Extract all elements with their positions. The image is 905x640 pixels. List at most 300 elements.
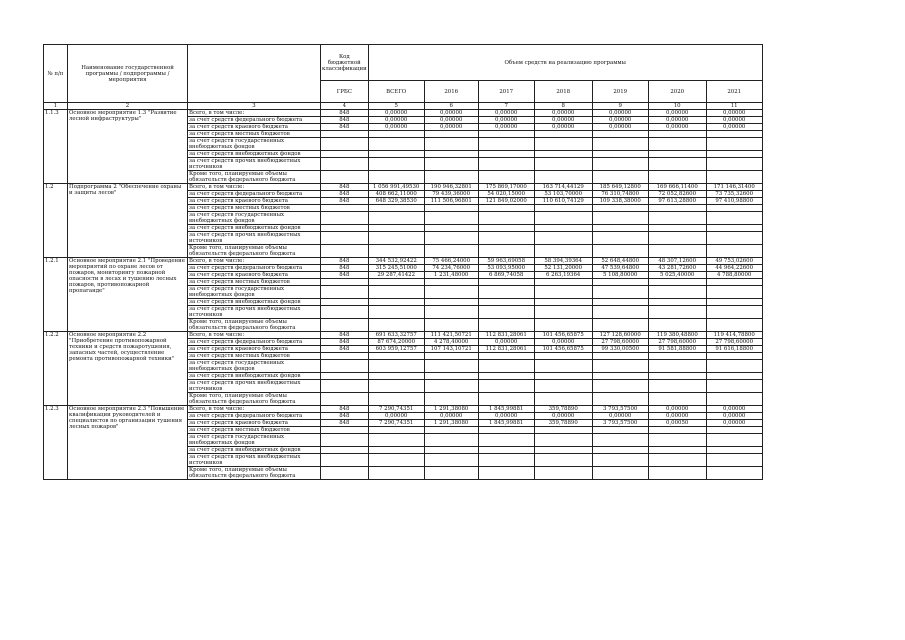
row-index: 1.2.2 [44, 332, 68, 406]
empty-cell [648, 205, 706, 212]
amount-cell: 127 128,60000 [592, 332, 648, 339]
funding-source: за счет средств краевого бюджета [188, 198, 321, 205]
empty-cell [648, 138, 706, 151]
empty-cell [424, 225, 478, 232]
empty-cell [648, 353, 706, 360]
funding-source: за счет средств местных бюджетов [188, 205, 321, 212]
amount-cell: 53 103,70000 [534, 191, 592, 198]
empty-cell [706, 225, 762, 232]
empty-cell [592, 225, 648, 232]
empty-cell [706, 373, 762, 380]
amount-cell: 0,00000 [592, 413, 648, 420]
amount-cell: 7 290,74351 [368, 420, 424, 427]
header-year: 2018 [534, 81, 592, 103]
amount-cell: 185 649,12800 [592, 184, 648, 191]
funding-source: Всего, в том числе: [188, 184, 321, 191]
empty-cell [321, 158, 369, 171]
header-source [188, 45, 321, 103]
measure-name: Основное мероприятие 2.2 "Приобретение противопожарной техники и средств пожаротушения, запасных частей, осуществление ремонта противопожарной техники" [68, 332, 188, 406]
empty-cell [534, 380, 592, 393]
header-code-group: Код бюджетной классификации [321, 45, 369, 81]
empty-cell [592, 393, 648, 406]
funding-source: за счет средств внебюджетных фондов [188, 373, 321, 380]
funding-source: за счет средств краевого бюджета [188, 420, 321, 427]
empty-cell [424, 205, 478, 212]
empty-cell [478, 393, 534, 406]
empty-cell [368, 205, 424, 212]
amount-cell: 107 143,10721 [424, 346, 478, 353]
funding-source: за счет средств федерального бюджета [188, 117, 321, 124]
funding-source: за счет средств местных бюджетов [188, 353, 321, 360]
empty-cell [592, 286, 648, 299]
amount-cell: 359,78890 [534, 420, 592, 427]
empty-cell [478, 151, 534, 158]
header-year: 2017 [478, 81, 534, 103]
amount-cell: 0,00000 [368, 110, 424, 117]
row-index: 1.2.3 [44, 406, 68, 480]
empty-cell [706, 245, 762, 258]
grbs-code: 848 [321, 272, 369, 279]
empty-cell [592, 151, 648, 158]
empty-cell [368, 138, 424, 151]
amount-cell: 49 753,02600 [706, 258, 762, 265]
grbs-code: 848 [321, 124, 369, 131]
empty-cell [424, 434, 478, 447]
empty-cell [478, 286, 534, 299]
amount-cell: 171 146,31400 [706, 184, 762, 191]
empty-cell [368, 319, 424, 332]
grbs-code: 848 [321, 265, 369, 272]
amount-cell: 1 231,48000 [424, 272, 478, 279]
empty-cell [424, 151, 478, 158]
column-number: 6 [424, 103, 478, 110]
empty-cell [368, 158, 424, 171]
empty-cell [321, 286, 369, 299]
amount-cell: 97 613,28800 [648, 198, 706, 205]
table-body [44, 103, 763, 480]
empty-cell [368, 286, 424, 299]
empty-cell [321, 225, 369, 232]
amount-cell: 0,00000 [648, 406, 706, 413]
empty-cell [478, 360, 534, 373]
empty-cell [368, 171, 424, 184]
empty-cell [321, 380, 369, 393]
empty-cell [321, 447, 369, 454]
empty-cell [592, 158, 648, 171]
amount-cell: 0,00000 [592, 117, 648, 124]
empty-cell [321, 319, 369, 332]
empty-cell [592, 373, 648, 380]
amount-cell: 0,00000 [424, 413, 478, 420]
amount-cell: 48 307,12600 [648, 258, 706, 265]
empty-cell [706, 138, 762, 151]
empty-cell [478, 158, 534, 171]
empty-cell [478, 447, 534, 454]
empty-cell [424, 360, 478, 373]
column-number: 1 [44, 103, 68, 110]
amount-cell: 75 466,24000 [424, 258, 478, 265]
amount-cell: 43 281,72600 [648, 265, 706, 272]
empty-cell [706, 353, 762, 360]
amount-cell: 53 093,95000 [478, 265, 534, 272]
amount-cell: 72 052,82600 [648, 191, 706, 198]
empty-cell [534, 232, 592, 245]
funding-source: за счет средств государственных внебюджетных фондов [188, 434, 321, 447]
empty-cell [368, 434, 424, 447]
empty-cell [368, 467, 424, 480]
empty-cell [592, 319, 648, 332]
amount-cell: 52 648,44800 [592, 258, 648, 265]
amount-cell: 1 291,38080 [424, 406, 478, 413]
funding-source: Всего, в том числе: [188, 406, 321, 413]
header-year: 2020 [648, 81, 706, 103]
amount-cell: 4 788,80000 [706, 272, 762, 279]
amount-cell: 0,00000 [478, 117, 534, 124]
amount-cell: 6 869,74058 [478, 272, 534, 279]
empty-cell [648, 467, 706, 480]
amount-cell: 0,00000 [648, 413, 706, 420]
funding-source: за счет средств внебюджетных фондов [188, 151, 321, 158]
empty-cell [592, 353, 648, 360]
amount-cell: 0,00000 [368, 117, 424, 124]
amount-cell: 112 831,28061 [478, 332, 534, 339]
row-index: 1.2 [44, 184, 68, 258]
empty-cell [321, 373, 369, 380]
empty-cell [478, 380, 534, 393]
empty-cell [534, 212, 592, 225]
empty-cell [706, 286, 762, 299]
empty-cell [534, 373, 592, 380]
amount-cell: 0,00000 [592, 110, 648, 117]
amount-cell: 315 245,51000 [368, 265, 424, 272]
grbs-code: 848 [321, 413, 369, 420]
empty-cell [321, 131, 369, 138]
table-row [44, 332, 763, 339]
amount-cell: 0,00000 [592, 124, 648, 131]
measure-name: Основное мероприятие 1.3 "Развитие лесной инфраструктуры" [68, 110, 188, 184]
empty-cell [534, 286, 592, 299]
empty-cell [592, 138, 648, 151]
amount-cell: 52 131,20000 [534, 265, 592, 272]
empty-cell [368, 380, 424, 393]
empty-cell [478, 319, 534, 332]
empty-cell [478, 131, 534, 138]
empty-cell [321, 138, 369, 151]
empty-cell [321, 171, 369, 184]
column-number: 11 [706, 103, 762, 110]
amount-cell: 29 287,41422 [368, 272, 424, 279]
empty-cell [368, 212, 424, 225]
empty-cell [478, 232, 534, 245]
empty-cell [592, 360, 648, 373]
grbs-code: 848 [321, 406, 369, 413]
empty-cell [706, 279, 762, 286]
empty-cell [706, 171, 762, 184]
empty-cell [478, 373, 534, 380]
amount-cell: 54 020,15000 [478, 191, 534, 198]
header-index: № п/п [44, 45, 68, 103]
empty-cell [534, 138, 592, 151]
empty-cell [321, 393, 369, 406]
empty-cell [648, 212, 706, 225]
empty-cell [592, 454, 648, 467]
empty-cell [424, 232, 478, 245]
empty-cell [368, 232, 424, 245]
empty-cell [478, 171, 534, 184]
amount-cell: 0,00000 [534, 110, 592, 117]
funding-source: за счет средств местных бюджетов [188, 427, 321, 434]
grbs-code: 848 [321, 346, 369, 353]
empty-cell [478, 353, 534, 360]
empty-cell [534, 427, 592, 434]
empty-cell [706, 158, 762, 171]
empty-cell [648, 158, 706, 171]
column-number: 8 [534, 103, 592, 110]
empty-cell [534, 245, 592, 258]
column-number: 3 [188, 103, 321, 110]
amount-cell: 0,00000 [706, 406, 762, 413]
grbs-code: 848 [321, 258, 369, 265]
column-number: 7 [478, 103, 534, 110]
funding-source: Всего, в том числе: [188, 258, 321, 265]
empty-cell [648, 319, 706, 332]
amount-cell: 0,00000 [648, 110, 706, 117]
amount-cell: 112 831,28061 [478, 346, 534, 353]
empty-cell [592, 279, 648, 286]
funding-source: за счет средств федерального бюджета [188, 339, 321, 346]
empty-cell [534, 353, 592, 360]
empty-cell [592, 131, 648, 138]
empty-cell [592, 245, 648, 258]
empty-cell [534, 467, 592, 480]
amount-cell: 79 439,36000 [424, 191, 478, 198]
grbs-code: 848 [321, 110, 369, 117]
header-amount-group: Объем средств на реализацию программы [368, 45, 762, 81]
amount-cell: 5 108,80000 [592, 272, 648, 279]
empty-cell [648, 131, 706, 138]
empty-cell [478, 467, 534, 480]
empty-cell [648, 447, 706, 454]
empty-cell [534, 151, 592, 158]
grbs-code: 848 [321, 191, 369, 198]
empty-cell [592, 467, 648, 480]
empty-cell [424, 353, 478, 360]
empty-cell [706, 306, 762, 319]
amount-cell: 0,00000 [534, 413, 592, 420]
amount-cell: 27 798,60000 [706, 339, 762, 346]
empty-cell [706, 393, 762, 406]
empty-cell [424, 447, 478, 454]
empty-cell [706, 232, 762, 245]
funding-source: за счет средств внебюджетных фондов [188, 225, 321, 232]
empty-cell [478, 299, 534, 306]
empty-cell [592, 212, 648, 225]
empty-cell [478, 212, 534, 225]
empty-cell [424, 427, 478, 434]
empty-cell [424, 319, 478, 332]
empty-cell [648, 427, 706, 434]
empty-cell [478, 306, 534, 319]
funding-source: за счет средств прочих внебюджетных источников [188, 306, 321, 319]
empty-cell [534, 434, 592, 447]
measure-name: Основное мероприятие 2.3 "Повышение квалификации руководителей и специалистов по организации тушения лесных пожаров" [68, 406, 188, 480]
empty-cell [592, 171, 648, 184]
column-number: 5 [368, 103, 424, 110]
column-number: 4 [321, 103, 369, 110]
grbs-code: 848 [321, 332, 369, 339]
amount-cell: 1 845,99881 [478, 420, 534, 427]
empty-cell [648, 380, 706, 393]
empty-cell [534, 454, 592, 467]
empty-cell [368, 454, 424, 467]
grbs-code: 848 [321, 339, 369, 346]
empty-cell [368, 393, 424, 406]
amount-cell: 0,00000 [478, 413, 534, 420]
funding-source: за счет средств федерального бюджета [188, 413, 321, 420]
empty-cell [368, 245, 424, 258]
empty-cell [478, 245, 534, 258]
empty-cell [534, 447, 592, 454]
empty-cell [321, 360, 369, 373]
funding-source: за счет средств внебюджетных фондов [188, 447, 321, 454]
empty-cell [368, 373, 424, 380]
amount-cell: 44 964,22600 [706, 265, 762, 272]
amount-cell: 109 338,38000 [592, 198, 648, 205]
empty-cell [648, 171, 706, 184]
empty-cell [706, 447, 762, 454]
amount-cell: 76 310,74800 [592, 191, 648, 198]
empty-cell [424, 454, 478, 467]
empty-cell [706, 212, 762, 225]
empty-cell [534, 205, 592, 212]
amount-cell: 648 329,38530 [368, 198, 424, 205]
funding-source: за счет средств федерального бюджета [188, 265, 321, 272]
empty-cell [424, 171, 478, 184]
amount-cell: 111 506,96801 [424, 198, 478, 205]
amount-cell: 0,00000 [706, 117, 762, 124]
funding-source: за счет средств прочих внебюджетных источников [188, 380, 321, 393]
row-index: 1.2.1 [44, 258, 68, 332]
amount-cell: 110 610,74129 [534, 198, 592, 205]
measure-name: Основное мероприятие 2.1 "Проведение мероприятий по охране лесов от пожаров, мониторингу пожарной опасности в лесах и тушению лесных пожаров, противопожарной пропаганде" [68, 258, 188, 332]
empty-cell [368, 279, 424, 286]
amount-cell: 101 456,65875 [534, 332, 592, 339]
amount-cell: 3 793,57500 [592, 406, 648, 413]
row-index: 1.1.3 [44, 110, 68, 184]
amount-cell: 7 290,74351 [368, 406, 424, 413]
empty-cell [424, 279, 478, 286]
empty-cell [321, 232, 369, 245]
empty-cell [706, 131, 762, 138]
table-row [44, 258, 763, 265]
funding-source: за счет средств местных бюджетов [188, 131, 321, 138]
empty-cell [534, 171, 592, 184]
empty-cell [368, 225, 424, 232]
amount-cell: 0,00000 [368, 413, 424, 420]
amount-cell: 97 410,98800 [706, 198, 762, 205]
empty-cell [706, 454, 762, 467]
amount-cell: 5 025,40000 [648, 272, 706, 279]
column-number: 9 [592, 103, 648, 110]
funding-source: за счет средств федерального бюджета [188, 191, 321, 198]
empty-cell [424, 212, 478, 225]
empty-cell [648, 279, 706, 286]
empty-cell [368, 447, 424, 454]
funding-source: за счет средств государственных внебюджетных фондов [188, 212, 321, 225]
empty-cell [321, 205, 369, 212]
header-total: ВСЕГО [368, 81, 424, 103]
empty-cell [424, 467, 478, 480]
funding-source: Кроме того, планируемые объемы обязательств федерального бюджета [188, 245, 321, 258]
amount-cell: 0,00000 [648, 117, 706, 124]
amount-cell: 59 963,69058 [478, 258, 534, 265]
empty-cell [592, 434, 648, 447]
empty-cell [592, 447, 648, 454]
empty-cell [424, 131, 478, 138]
amount-cell: 0,00000 [478, 124, 534, 131]
empty-cell [424, 138, 478, 151]
empty-cell [706, 360, 762, 373]
amount-cell: 91 616,18800 [706, 346, 762, 353]
amount-cell: 121 849,02000 [478, 198, 534, 205]
amount-cell: 408 662,11000 [368, 191, 424, 198]
empty-cell [368, 427, 424, 434]
amount-cell: 47 539,64800 [592, 265, 648, 272]
funding-source: за счет средств краевого бюджета [188, 346, 321, 353]
empty-cell [592, 299, 648, 306]
funding-source: за счет средств местных бюджетов [188, 279, 321, 286]
empty-cell [478, 279, 534, 286]
amount-cell: 27 798,60000 [648, 339, 706, 346]
empty-cell [368, 151, 424, 158]
amount-cell: 111 421,50721 [424, 332, 478, 339]
empty-cell [534, 299, 592, 306]
empty-cell [648, 434, 706, 447]
empty-cell [321, 434, 369, 447]
funding-source: за счет средств прочих внебюджетных источников [188, 454, 321, 467]
funding-source: Всего, в том числе: [188, 110, 321, 117]
empty-cell [534, 319, 592, 332]
amount-cell: 0,00000 [534, 339, 592, 346]
empty-cell [534, 306, 592, 319]
empty-cell [368, 299, 424, 306]
empty-cell [648, 306, 706, 319]
empty-cell [706, 434, 762, 447]
amount-cell: 0,00000 [424, 117, 478, 124]
funding-source: за счет средств краевого бюджета [188, 272, 321, 279]
grbs-code: 848 [321, 420, 369, 427]
funding-source: за счет средств прочих внебюджетных источников [188, 232, 321, 245]
empty-cell [706, 319, 762, 332]
empty-cell [592, 427, 648, 434]
amount-cell: 0,00000 [424, 124, 478, 131]
grbs-code: 848 [321, 117, 369, 124]
amount-cell: 0,00000 [478, 110, 534, 117]
funding-source: Кроме того, планируемые объемы обязательств федерального бюджета [188, 393, 321, 406]
empty-cell [648, 454, 706, 467]
amount-cell: 99 330,00500 [592, 346, 648, 353]
empty-cell [321, 212, 369, 225]
funding-source: Всего, в том числе: [188, 332, 321, 339]
empty-cell [478, 225, 534, 232]
funding-source: за счет средств краевого бюджета [188, 124, 321, 131]
empty-cell [648, 299, 706, 306]
empty-cell [424, 306, 478, 319]
empty-cell [648, 393, 706, 406]
empty-cell [424, 245, 478, 258]
amount-cell: 119 380,48800 [648, 332, 706, 339]
budget-table [43, 44, 763, 480]
